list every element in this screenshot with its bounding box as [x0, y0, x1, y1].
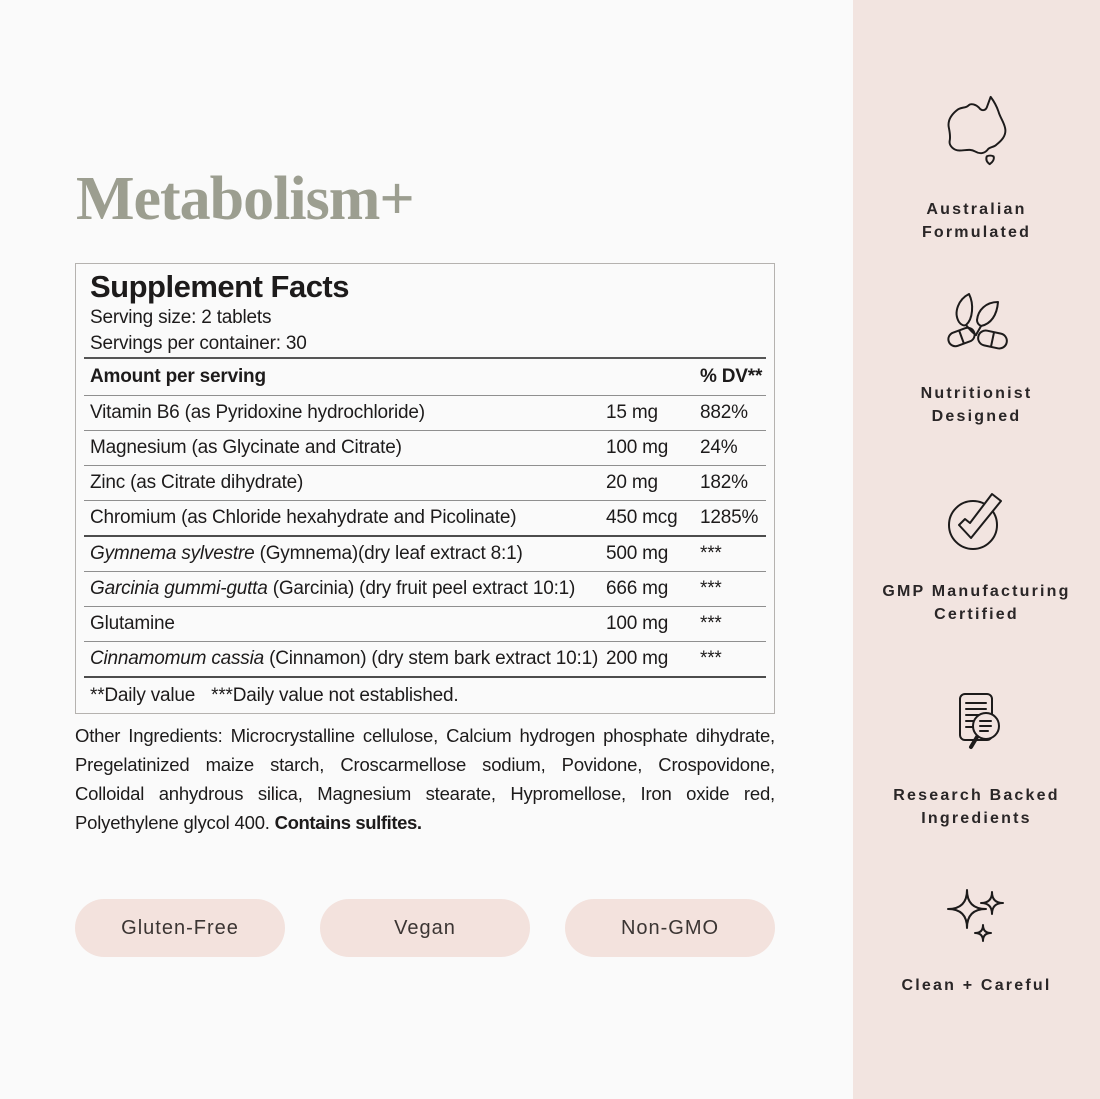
not-established-note: ***Daily value not established. — [211, 684, 459, 706]
feature-clean-careful — [853, 884, 1100, 997]
dv-header: % DV** — [700, 366, 763, 387]
contains-sulfites: Contains sulfites. — [274, 812, 422, 833]
check-circle-icon — [943, 488, 1011, 552]
badge-gluten-free: Gluten-Free — [75, 899, 285, 957]
ingredient-name: Zinc (as Citrate dihydrate) — [90, 472, 304, 493]
ingredient-amount: 450 mcg — [606, 507, 678, 528]
table-row — [84, 466, 766, 500]
table-row — [84, 396, 766, 430]
ingredient-name: Cinnamomum cassia (Cinnamon) (dry stem bark extract 10:1) — [90, 648, 599, 669]
other-ingredients — [75, 721, 775, 837]
features-panel — [853, 0, 1100, 1099]
table-row — [84, 572, 766, 606]
feature-research-backed — [853, 690, 1100, 830]
feature-australian-formulated — [853, 92, 1100, 244]
ingredient-amount: 200 mg — [606, 648, 669, 669]
product-title: Metabolism+ — [76, 164, 414, 233]
ingredient-amount: 100 mg — [606, 613, 669, 634]
table-row — [84, 537, 766, 571]
ingredient-dv: *** — [700, 648, 722, 669]
ingredient-dv: 882% — [700, 402, 748, 423]
table-row — [84, 431, 766, 465]
badge-row — [75, 899, 775, 957]
table-row — [84, 607, 766, 641]
ingredient-name: Garcinia gummi-gutta (Garcinia) (dry fruit peel extract 10:1) — [90, 578, 576, 599]
supplement-facts-header — [76, 264, 774, 357]
feature-nutritionist-designed — [853, 290, 1100, 428]
ingredient-amount: 15 mg — [606, 402, 658, 423]
table-column-header — [84, 359, 766, 395]
ingredient-dv: *** — [700, 613, 722, 634]
ingredient-dv: 1285% — [700, 507, 759, 528]
leaves-pills-icon — [940, 290, 1014, 354]
ingredient-dv: 24% — [700, 437, 738, 458]
feature-label: Nutritionist Designed — [920, 385, 1033, 425]
ingredient-dv: 182% — [700, 472, 748, 493]
daily-value-note: **Daily value — [90, 684, 196, 706]
ingredient-amount: 100 mg — [606, 437, 669, 458]
document-magnifier-icon — [946, 690, 1008, 756]
feature-label: Australian Formulated — [921, 201, 1032, 241]
australia-icon — [936, 92, 1018, 170]
ingredient-name: Vitamin B6 (as Pyridoxine hydrochloride) — [90, 402, 425, 423]
daily-value-footnote — [84, 678, 766, 713]
ingredient-amount: 666 mg — [606, 578, 669, 599]
badge-vegan: Vegan — [320, 899, 530, 957]
supplement-facts-panel — [75, 263, 775, 714]
table-row — [84, 642, 766, 676]
ingredient-dv: *** — [700, 578, 722, 599]
servings-per-container: Servings per container: 30 — [90, 333, 307, 354]
feature-label: Research Backed Ingredients — [893, 787, 1060, 827]
feature-label: Clean + Careful — [901, 977, 1052, 994]
serving-size: Serving size: 2 tablets — [90, 307, 272, 328]
other-ingredients-text: Other Ingredients: Microcrystalline cellulose, Calcium hydrogen phosphate dihydrate, Pregelatinized maize starch, Croscarmellose sodium, Povidone, Crospovidone, Colloidal anhydrous silica, Magnesium stearate, Hypromellose, Iron oxide red, Polyethylene glycol 400. — [75, 725, 775, 833]
feature-label: GMP Manufacturing Certified — [882, 583, 1071, 623]
ingredient-name: Chromium (as Chloride hexahydrate and Picolinate) — [90, 507, 517, 528]
ingredient-name: Glutamine — [90, 613, 175, 634]
table-row — [84, 501, 766, 535]
sparkles-icon — [946, 884, 1008, 946]
ingredient-amount: 20 mg — [606, 472, 658, 493]
feature-gmp-certified — [853, 488, 1100, 626]
supplement-facts-heading: Supplement Facts — [90, 269, 349, 304]
badge-non-gmo: Non-GMO — [565, 899, 775, 957]
ingredient-name: Gymnema sylvestre (Gymnema)(dry leaf extract 8:1) — [90, 543, 523, 564]
ingredient-amount: 500 mg — [606, 543, 669, 564]
ingredient-dv: *** — [700, 543, 722, 564]
amount-per-serving-header: Amount per serving — [90, 366, 266, 387]
ingredient-name: Magnesium (as Glycinate and Citrate) — [90, 437, 402, 458]
